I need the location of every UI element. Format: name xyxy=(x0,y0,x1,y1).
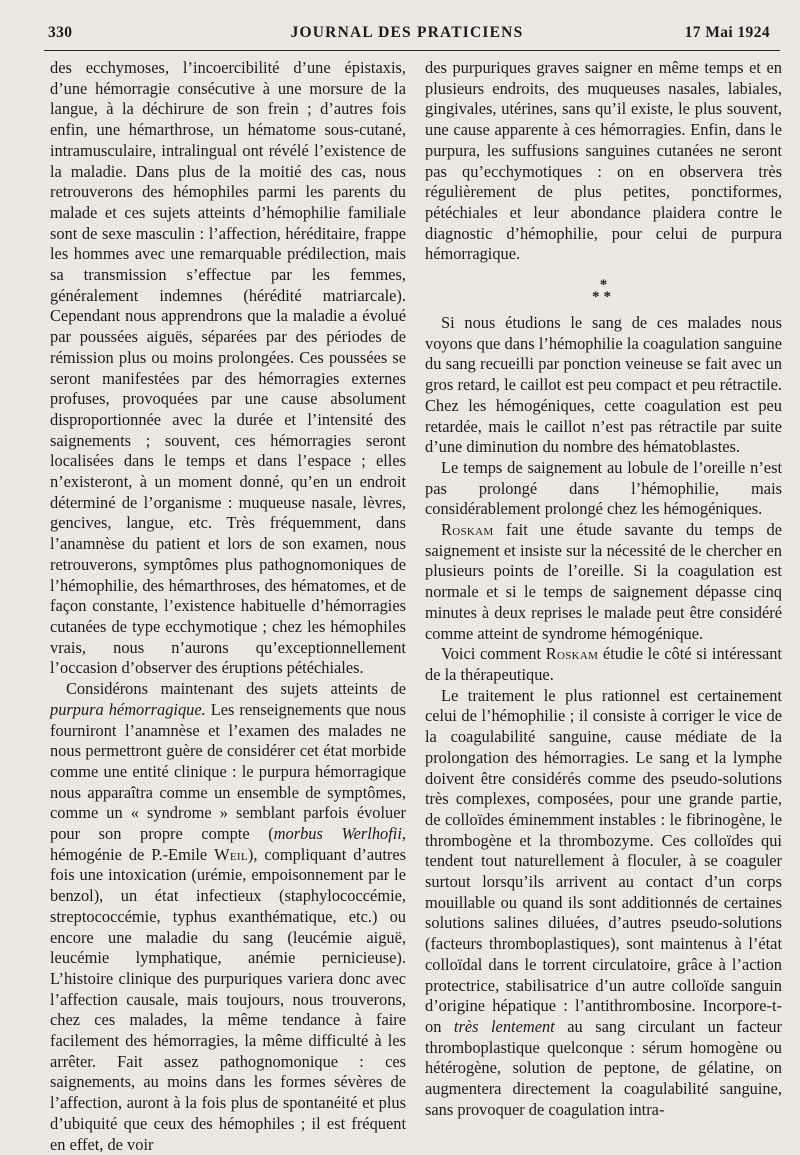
text-span: hémogénie de P.-Emile xyxy=(50,844,215,864)
right-paragraph-4 xyxy=(425,520,782,644)
asterisk-top: * xyxy=(599,277,608,294)
right-paragraph-6 xyxy=(425,686,782,1121)
text-span: Les renseignements que nous fourniront l’anamnèse et l’examen des malades ne nous permettront guère de considérer cet état morbide comme une entité clinique : le purpura hémorragique nous apparaîtra comme un ensemble de symptômes, comme un « syndrome » semblant parfois évoluer pour son propre compte ( xyxy=(50,699,406,844)
author-name: Roskam xyxy=(441,520,494,540)
right-paragraph-3: Le temps de saignement au lobule de l’oreille n’est pas prolongé dans l’hémophilie, mais considérablement prolongé chez les hémogéniques. xyxy=(425,457,782,519)
text-span: fait une étude savante du temps de saignement et insiste sur la nécessité de le chercher en plusieurs points de l’oreille. Si la coagulation est normale et si le temps de saignement dépasse cinq minutes à deux reprises le malade peut être considéré comme atteint de syndrome hémogénique. xyxy=(425,520,782,643)
issue-date: 17 Mai 1924 xyxy=(684,24,770,41)
journal-title: JOURNAL DES PRATICIENS xyxy=(290,24,524,41)
right-paragraph-1: des purpuriques graves saigner en même temps et en plusieurs endroits, des muqueuses nasales, labiales, gingivales, utérines, sans qu’il existe, le plus souvent, une cause apparente à ces hémorragies. Enfin, dans le purpura, les suffusions sanguines cutanées ne seront pas qu’ecchymotiques : on en observera très régulièrement de plus petites, ponctiformes, pétéchiales et leur abondance plaidera contre le diagnostic d’hémophilie, pour celui de purpura hémorragique. xyxy=(425,58,782,264)
right-column xyxy=(425,58,782,1120)
text-span: au sang circulant un facteur thromboplastique quelconque : sérum homogène ou hétérogène, solution de peptone, de gélatine, on augmentera directement la coagulabilité sanguine, sans provoquer de coagulation intra- xyxy=(425,1016,782,1119)
header-rule xyxy=(44,50,780,51)
section-separator xyxy=(425,277,782,306)
text-span: ), compliquant d’autres fois une intoxication (urémie, empoisonnement par le benzol), un état infectieux (staphylococcémie, streptococcémie, typhus exanthématique, etc.) ou encore une maladie du sang (leucémie aiguë, leucémie lymphatique, anémie pernicieuse). L’histoire clinique des purpuriques variera donc avec l’affection causale, mais toujours, nous trouverons, chez ces malades, la même tendance à faire facilement des hémorragies, la même difficulté à les arrêter. Fait assez pathognomonique : ces saignements, au moins dans les formes sévères de l’affection, auront à la fois plus de spontanéité et plus d’ubiquité que ceux des hémophiles ; il est fréquent en effet, de voir xyxy=(50,844,406,1154)
author-name: Roskam xyxy=(545,644,599,664)
left-paragraph-2 xyxy=(50,679,406,1155)
text-span: étudie le côté si intéressant de la thérapeutique. xyxy=(425,644,782,684)
right-paragraph-5 xyxy=(425,644,782,685)
italic-term: purpura hémorragique. xyxy=(50,699,206,719)
page-number: 330 xyxy=(48,24,73,41)
text-span: Le traitement le plus rationnel est certainement celui de l’hémophilie ; il consiste à corriger le vice de la coagulabilité sanguine, cause médiate de la prolongation des hémorragies. Le sang et la lymphe doivent être considérés comme des pseudo-solutions très complexes, composées, pour une grande partie, de colloïdes éminemment instables : le fibrinogène, le thrombogène et la thrombozyme. Ces colloïdes qui tendent tout naturellement à floculer, à se coaguler surtout lorsqu’ils arrivent au contact d’un corps mouillable ou quand ils sont additionnés de certaines solutions salines diluées, d’autres pseudo-solutions (facteurs thromboplastiques), sont maintenus à l’état colloïdal dans le torrent circulatoire, grâce à l’action protectrice, stabilisatrice d’un autre colloïde sanguin d’origine hépatique : l’antithrombosine. Incorpore-t-on xyxy=(425,685,782,1036)
author-name: Weil xyxy=(214,844,248,864)
italic-term: très lentement xyxy=(453,1016,555,1036)
italic-term: morbus Werlhofii, xyxy=(273,824,406,844)
text-span: Considérons maintenant des sujets atteints de xyxy=(66,679,406,699)
page-header xyxy=(44,20,770,46)
left-paragraph-1: des ecchymoses, l’incoercibilité d’une épistaxis, d’une hémorragie consécutive à une morsure de la langue, à la déchirure de son frein ; d’autres fois enfin, une hémarthrose, un hématome sous-cutané, intramusculaire, intralingual ont révélé l’existence de la maladie. Dans plus de la moitié des cas, nous retrouverons des hémophiles parmi les parents du malade et ces sujets atteints d’hémophilie familiale sont de sexe masculin : l’affection, héréditaire, frappe les hommes avec une remarquable prédilection, mais sa transmission s’effectue par les femmes, généralement indemnes (hérédité matriarcale). Cependant nous apprendrons que la maladie a évolué par poussées aiguës, séparées par des périodes de rémission plus ou moins prolongées. Ces poussées se seront manifestées par des hémorragies externes profuses, provoquées par une cause absolument disproportionnée avec la durée et l’intensité des saignements ; souvent, ces hémorragies seront localisées dans le temps et dans l’espace ; elles n’existeront, à un moment donné, qu’en un endroit déterminé de l’organisme : muqueuse nasale, lèvres, gencives, langue, etc. Très fréquemment, dans l’anamnèse du patient et lors de son examen, nous retrouverons, symptômes plus pathognomoniques de l’hémophilie, des hémarthroses, des hématomes, et de façon constante, l’existence habituelle d’hémorragies cutanées de type ecchymotique ; chez les hémophiles vrais, nous n’aurons qu’exceptionnellement l’occasion d’observer des éruptions pétéchiales. xyxy=(50,58,406,678)
text-span: Voici comment xyxy=(441,644,546,664)
right-paragraph-2: Si nous étudions le sang de ces malades nous voyons que dans l’hémophilie la coagulation sanguine du sang recueilli par ponction veineuse se fait avec un gros retard, le caillot est peu compact et peu rétractile. Chez les hémogéniques, cette coagulation est peu retardée, mais le caillot n’est pas rétractile par suite d’une diminution du nombre des hématoblastes. xyxy=(425,313,782,457)
asterisk-bottom: ** xyxy=(592,289,615,306)
left-column xyxy=(50,58,406,1155)
